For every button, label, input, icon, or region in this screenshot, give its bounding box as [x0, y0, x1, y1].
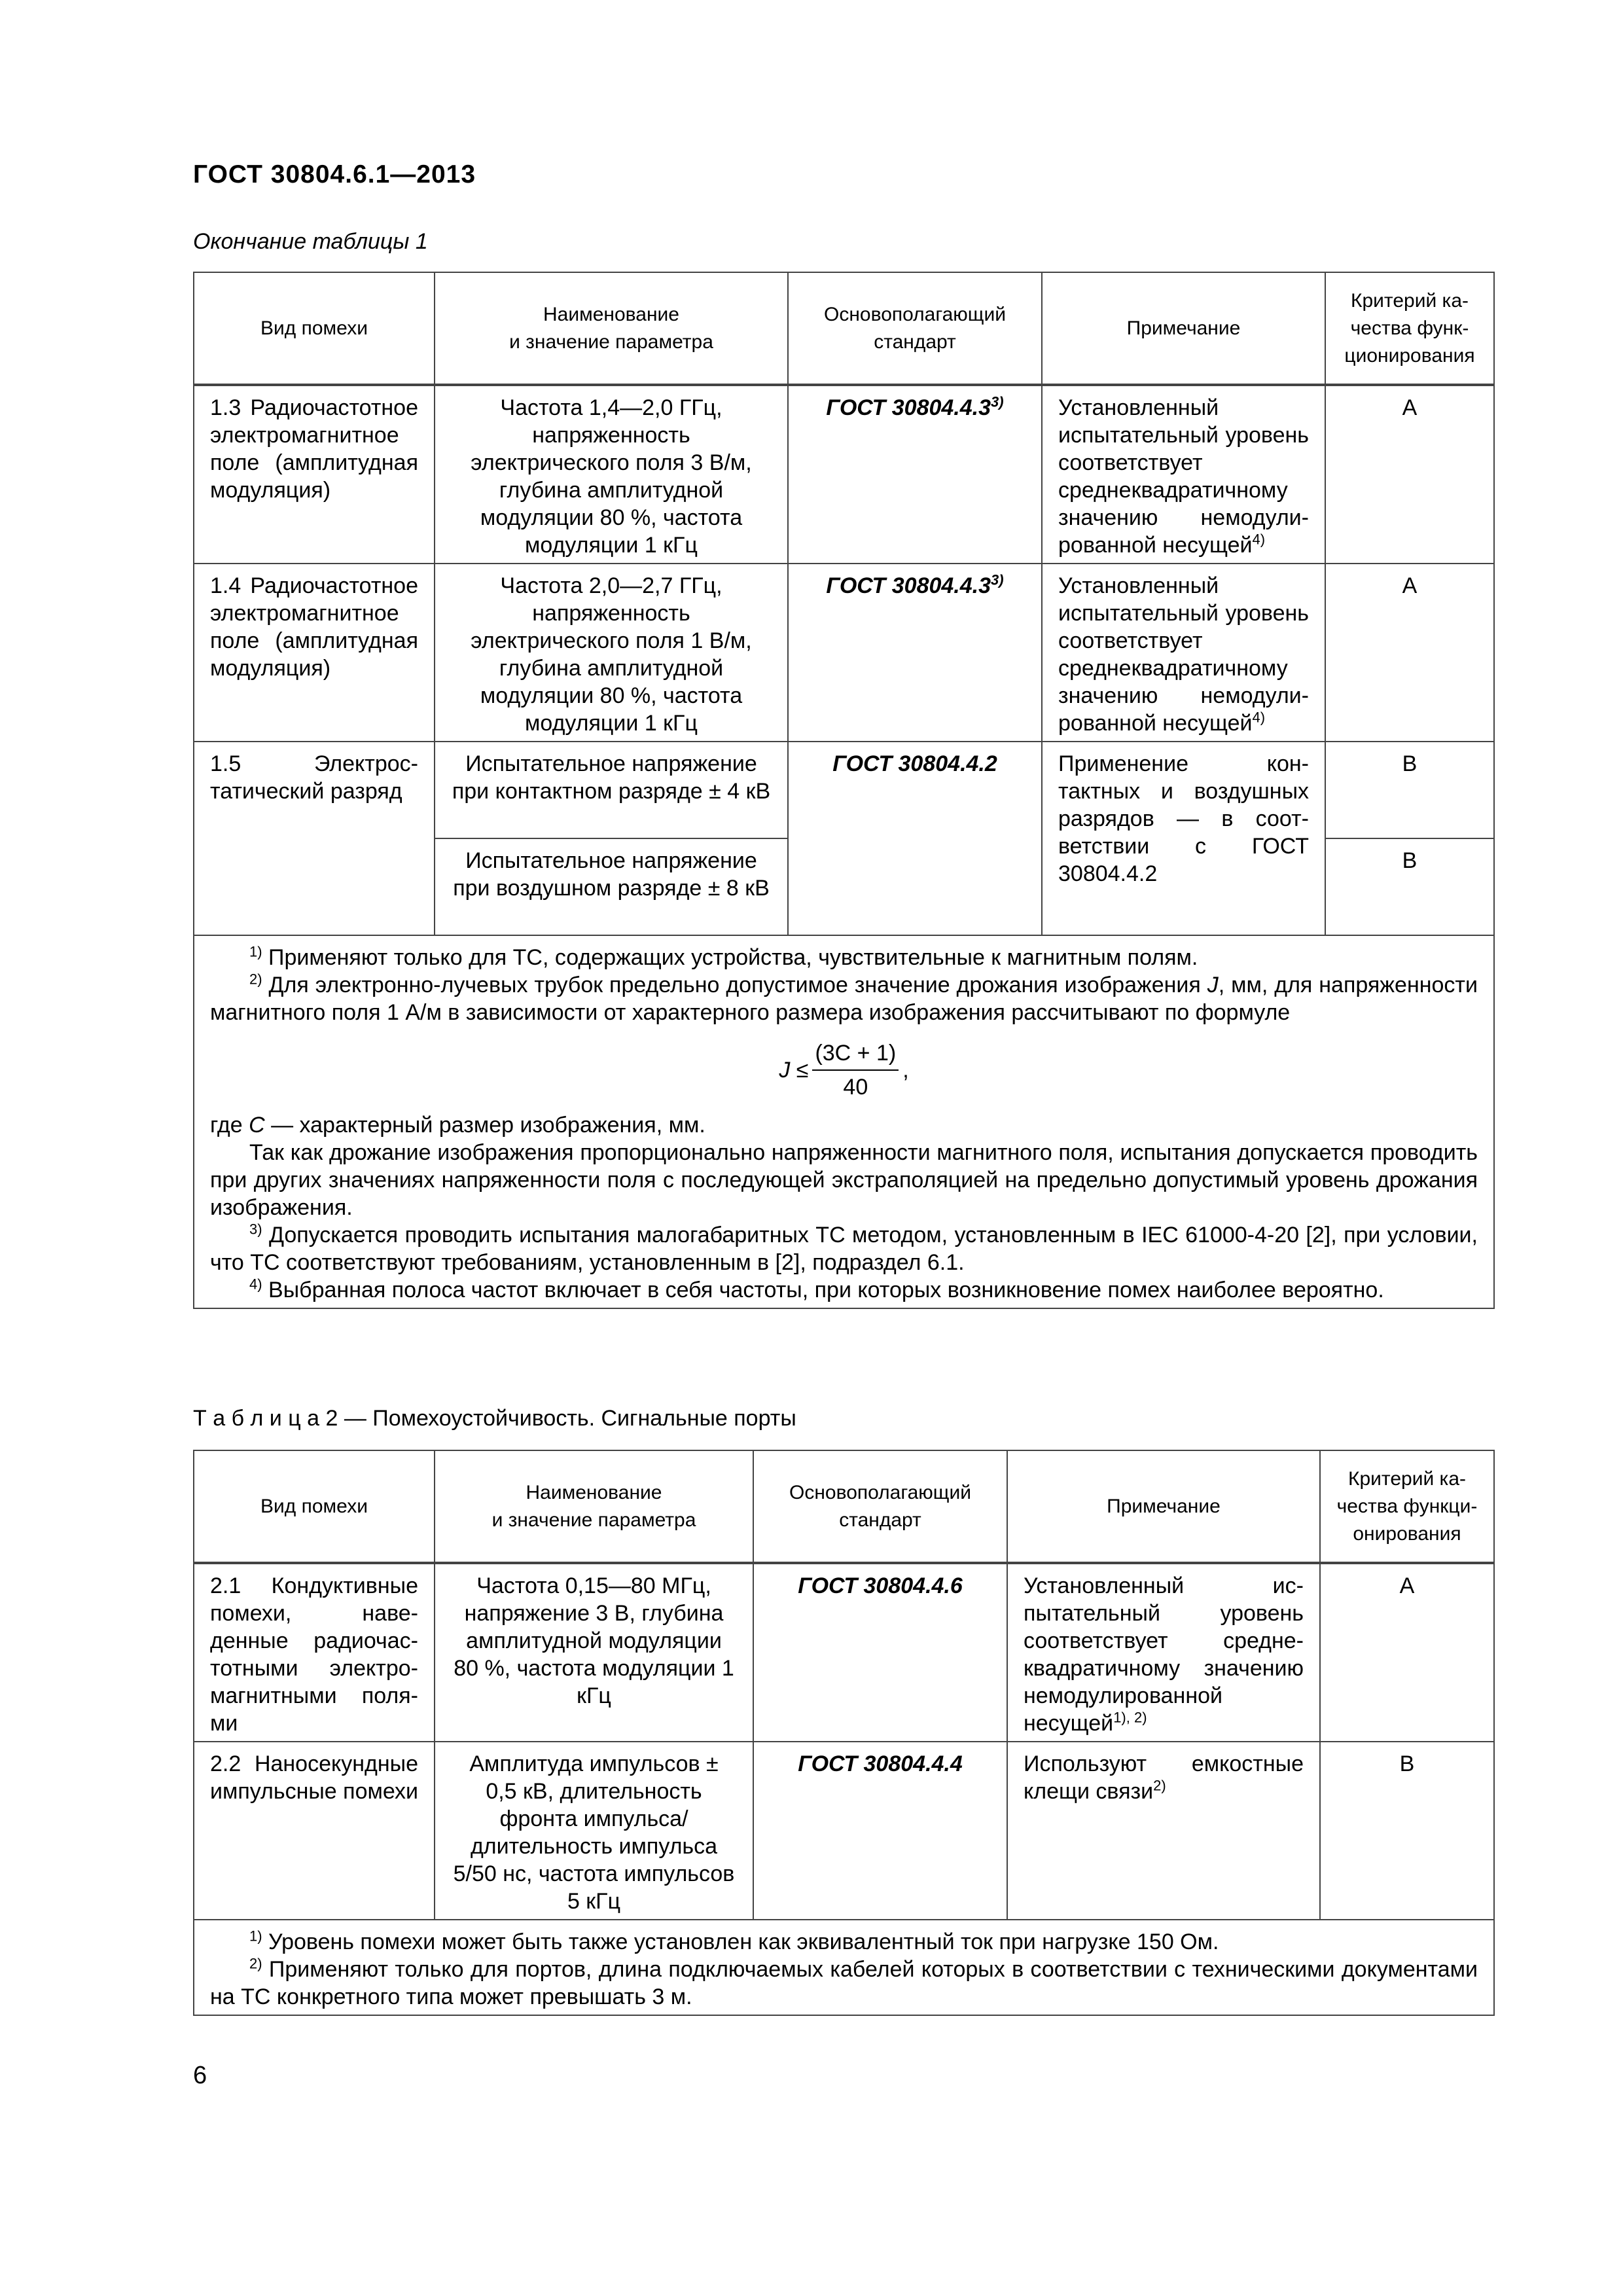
formula	[210, 1041, 1478, 1100]
header-note: Примечание	[1007, 1450, 1320, 1563]
formula-lhs: J ≤	[779, 1058, 809, 1083]
table1	[193, 272, 1495, 1309]
cell-criterion: A	[1325, 564, 1494, 742]
cell-kind: 2.2 Наносекундные импульсные помехи	[194, 1742, 435, 1920]
footnote: $^{2)}$ Для электронно-лучевых трубок предельно допустимое значение дрожания изображения J, мм, для напряженности магнитного поля 1 А/м в зависимости от характерного размера изображения рассчитывают по формуле	[210, 971, 1478, 1025]
table-row	[194, 742, 1494, 838]
table1-footnotes-row	[194, 935, 1494, 1308]
formula-numerator: (3C + 1)	[812, 1041, 899, 1071]
cell-param: Частота 2,0—2,7 ГГц, напряженность электрического поля 1 В/м, глубина амплитудной модуляции 80 %, частота модуляции 1 кГц	[435, 564, 788, 742]
cell-note: Применение контактных и воздушных разрядов — в соответствии с ГОСТ 30804.4.2	[1042, 742, 1325, 935]
cell-criterion: B	[1325, 838, 1494, 935]
header-note: Примечание	[1042, 272, 1325, 385]
cell-criterion: B	[1320, 1742, 1494, 1920]
footnote: $^{1)}$ Применяют только для ТС, содержащих устройства, чувствительные к магнитным полям.	[249, 943, 1198, 970]
header-criterion: Критерий ка- чества функци- онирования	[1320, 1450, 1494, 1563]
header-criterion: Критерий ка- чества функ- ционирования	[1325, 272, 1494, 385]
header-param: Наименование и значение параметра	[435, 272, 788, 385]
footnote-where: где C — характерный размер изображения, мм.	[210, 1113, 705, 1138]
cell-criterion: A	[1320, 1563, 1494, 1742]
cell-note: Используют емкостные клещи связи$^{2)}$	[1007, 1742, 1320, 1920]
table1-header-row	[194, 272, 1494, 385]
cell-param: Частота 0,15—80 МГц, напряжение 3 В, глубина амплитудной модуляции 80 %, частота модуляции 1 кГц	[435, 1563, 753, 1742]
table2-header-row	[194, 1450, 1494, 1563]
table-row	[194, 385, 1494, 564]
footnote: $^{2)}$ Применяют только для портов, длина подключаемых кабелей которых в соответствии с техническими документами на ТС конкретного типа может превышать 3 м.	[210, 1955, 1478, 2009]
table-row	[194, 1563, 1494, 1742]
cell-note: Установленный испытательный уровень соответствует среднеквадратичному значению немодулированной несущей$^{4)}$	[1042, 385, 1325, 564]
formula-fraction	[812, 1041, 899, 1100]
cell-standard: ГОСТ 30804.4.6	[753, 1563, 1007, 1742]
formula-denominator: 40	[843, 1075, 868, 1100]
table2-footnotes	[194, 1920, 1494, 2015]
page-number: 6	[193, 2062, 207, 2089]
footnote: $^{1)}$ Уровень помехи может быть также установлен как эквивалентный ток при нагрузке 150 Ом.	[249, 1928, 1219, 1954]
header-kind: Вид помехи	[194, 1450, 435, 1563]
table1-caption: Окончание таблицы 1	[193, 229, 428, 254]
formula-tail: ,	[902, 1058, 909, 1083]
cell-standard: ГОСТ 30804.4.3$^{3)}$	[788, 385, 1042, 564]
table-row	[194, 564, 1494, 742]
header-standard: Основополагающий стандарт	[753, 1450, 1007, 1563]
cell-param: Амплитуда импульсов ± 0,5 кВ, длительность фронта импульса/длительность импульса 5/50 нс, частота импульсов 5 кГц	[435, 1742, 753, 1920]
table2	[193, 1450, 1495, 2016]
table-row	[194, 1742, 1494, 1920]
cell-note: Установленный испытательный уровень соответствует среднеквадратичному значению немодулированной несущей$^{1), 2)}$	[1007, 1563, 1320, 1742]
footnote: $^{3)}$ Допускается проводить испытания малогабаритных ТС методом, установленным в IEC 61000-4-20 [2], при условии, что ТС соответствуют требованиям, установленным в [2], подраздел 6.1.	[210, 1221, 1478, 1275]
cell-standard: ГОСТ 30804.4.4	[753, 1742, 1007, 1920]
header-standard: Основополагающий стандарт	[788, 272, 1042, 385]
cell-param: Испытательное напряжение при воздушном разряде ± 8 кВ	[435, 838, 788, 935]
document-header: ГОСТ 30804.6.1—2013	[193, 160, 476, 188]
cell-standard: ГОСТ 30804.4.3$^{3)}$	[788, 564, 1042, 742]
footnote-paragraph: Так как дрожание изображения пропорционально напряженности магнитного поля, испытания допускается проводить при других значениях напряженности поля с последующей экстраполяцией на предельно допустимый уровень дрожания изображения.	[210, 1140, 1478, 1220]
table2-caption: Т а б л и ц а 2 — Помехоустойчивость. Сигнальные порты	[193, 1406, 796, 1431]
header-param: Наименование и значение параметра	[435, 1450, 753, 1563]
cell-kind: 1.4 Радиочастотное электромагнитное поле (амплитудная модуляция)	[194, 564, 435, 742]
cell-kind: 2.1 Кондуктивные помехи, наведенные радиочастотными электромагнитными полями	[194, 1563, 435, 1742]
cell-criterion: B	[1325, 742, 1494, 838]
cell-param: Испытательное напряжение при контактном разряде ± 4 кВ	[435, 742, 788, 838]
table2-footnotes-row	[194, 1920, 1494, 2015]
cell-kind: 1.3 Радиочастотное электромагнитное поле (амплитудная модуляция)	[194, 385, 435, 564]
table1-footnotes	[194, 935, 1494, 1308]
footnote: $^{4)}$ Выбранная полоса частот включает в себя частоты, при которых возникновение помех наиболее вероятно.	[249, 1276, 1384, 1302]
cell-note: Установленный испытательный уровень соответствует среднеквадратичному значению немодулированной несущей$^{4)}$	[1042, 564, 1325, 742]
cell-param: Частота 1,4—2,0 ГГц, напряженность электрического поля 3 В/м, глубина амплитудной модуляции 80 %, частота модуляции 1 кГц	[435, 385, 788, 564]
cell-kind: 1.5 Электростатический разряд	[194, 742, 435, 935]
cell-standard: ГОСТ 30804.4.2	[788, 742, 1042, 935]
header-kind: Вид помехи	[194, 272, 435, 385]
cell-criterion: A	[1325, 385, 1494, 564]
